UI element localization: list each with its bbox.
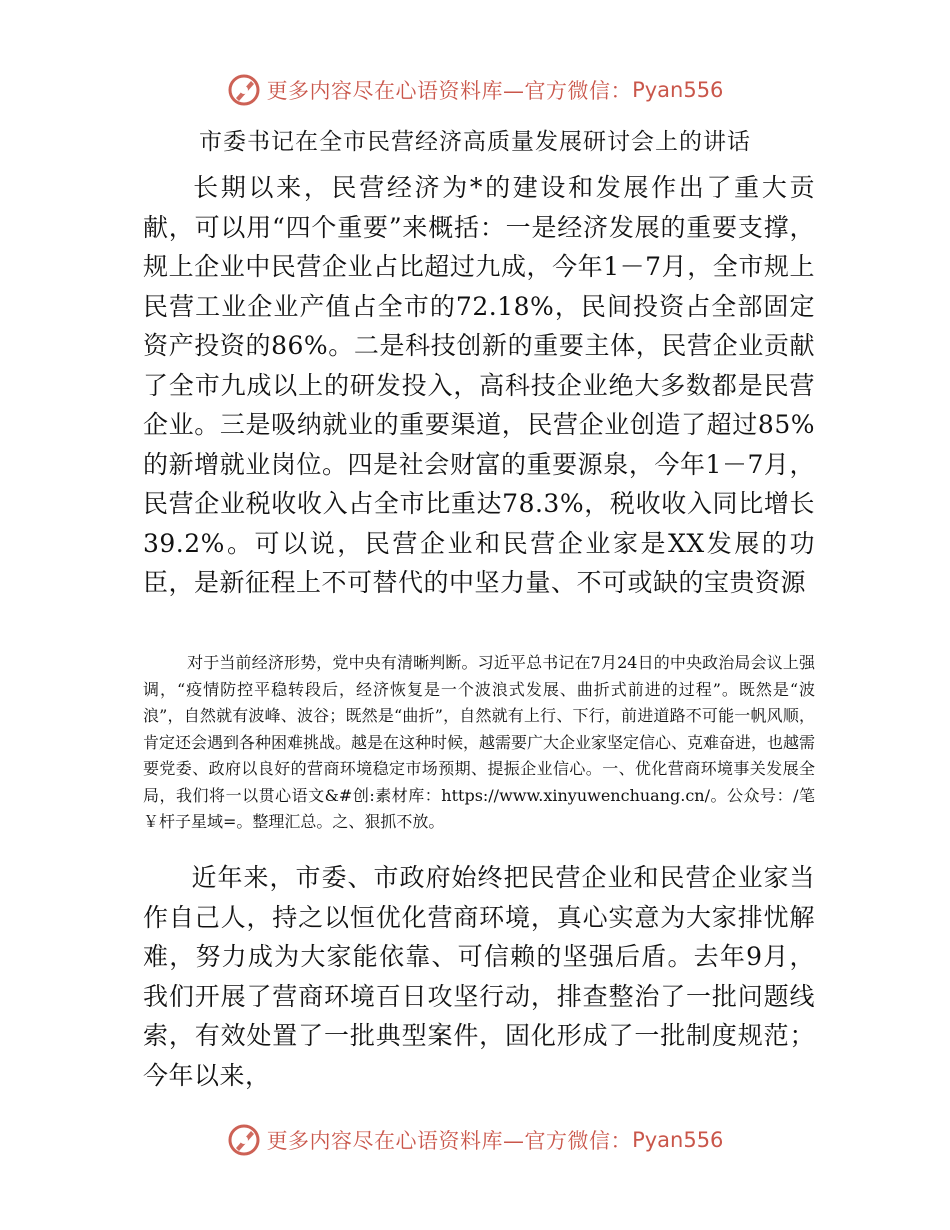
watermark-wechat-id: Pyan556	[632, 1128, 724, 1152]
logo-icon	[227, 73, 261, 107]
document-title: 市委书记在全市民营经济高质量发展研讨会上的讲话	[199, 129, 751, 155]
watermark-wechat-id: Pyan556	[632, 78, 724, 102]
header-watermark	[0, 70, 950, 110]
paragraph-3-text: 近年来，市委、市政府始终把民营企业和民营企业家当作自己人，持之以恒优化营商环境，真心实意为大家排忧解难，努力成为大家能依靠、可信赖的坚强后盾。去年9月，我们开展了营商环境百日攻坚行动，排查整治了一批问题线索，有效处置了一批典型案件，固化形成了一批制度规范；今年以来，	[143, 863, 815, 1090]
footer-watermark	[0, 1120, 950, 1160]
paragraph-2	[143, 650, 815, 836]
paragraph-2-text: 对于当前经济形势，党中央有清晰判断。习近平总书记在7月24日的中央政治局会议上强调，“疫情防控平稳转段后，经济恢复是一个波浪式发展、曲折式前进的过程”。既然是“波浪”，自然就有波峰、波谷；既然是“曲折”，自然就有上行、下行，前进道路不可能一帆风顺，肯定还会遇到各种困难挑战。越是在这种时候，越需要广大企业家坚定信心、克难奋进，也越需要党委、政府以良好的营商环境稳定市场预期、提振企业信心。一、优化营商环境事关发展全局，我们将一以贯心语文&#创:素材库：https://www.xinyuwenchuang.cn/。公众号：/笔￥杆子星域=。整理汇总。之、狠抓不放。	[143, 653, 816, 831]
watermark-text: 更多内容尽在心语资料库—官方微信：	[266, 79, 633, 103]
paragraph-1-text: 长期以来，民营经济为*的建设和发展作出了重大贡献，可以用“四个重要”来概括：一是经济发展的重要支撑，规上企业中民营企业占比超过九成，今年1－7月，全市规上民营工业企业产值占全市的72.18%，民间投资占全部固定资产投资的86%。二是科技创新的重要主体，民营企业贡献了全市九成以上的研发投入，高科技企业绝大多数都是民营企业。三是吸纳就业的重要渠道，民营企业创造了超过85%的新增就业岗位。四是社会财富的重要源泉，今年1－7月，民营企业税收收入占全市比重达78.3%，税收收入同比增长39.2%。可以说，民营企业和民营企业家是XX发展的功臣，是新征程上不可替代的中坚力量、不可或缺的宝贵资源	[143, 173, 815, 597]
paragraph-1	[143, 168, 815, 603]
logo-icon	[227, 1123, 261, 1157]
paragraph-3	[143, 858, 815, 1095]
watermark-text: 更多内容尽在心语资料库—官方微信：	[266, 1129, 633, 1153]
